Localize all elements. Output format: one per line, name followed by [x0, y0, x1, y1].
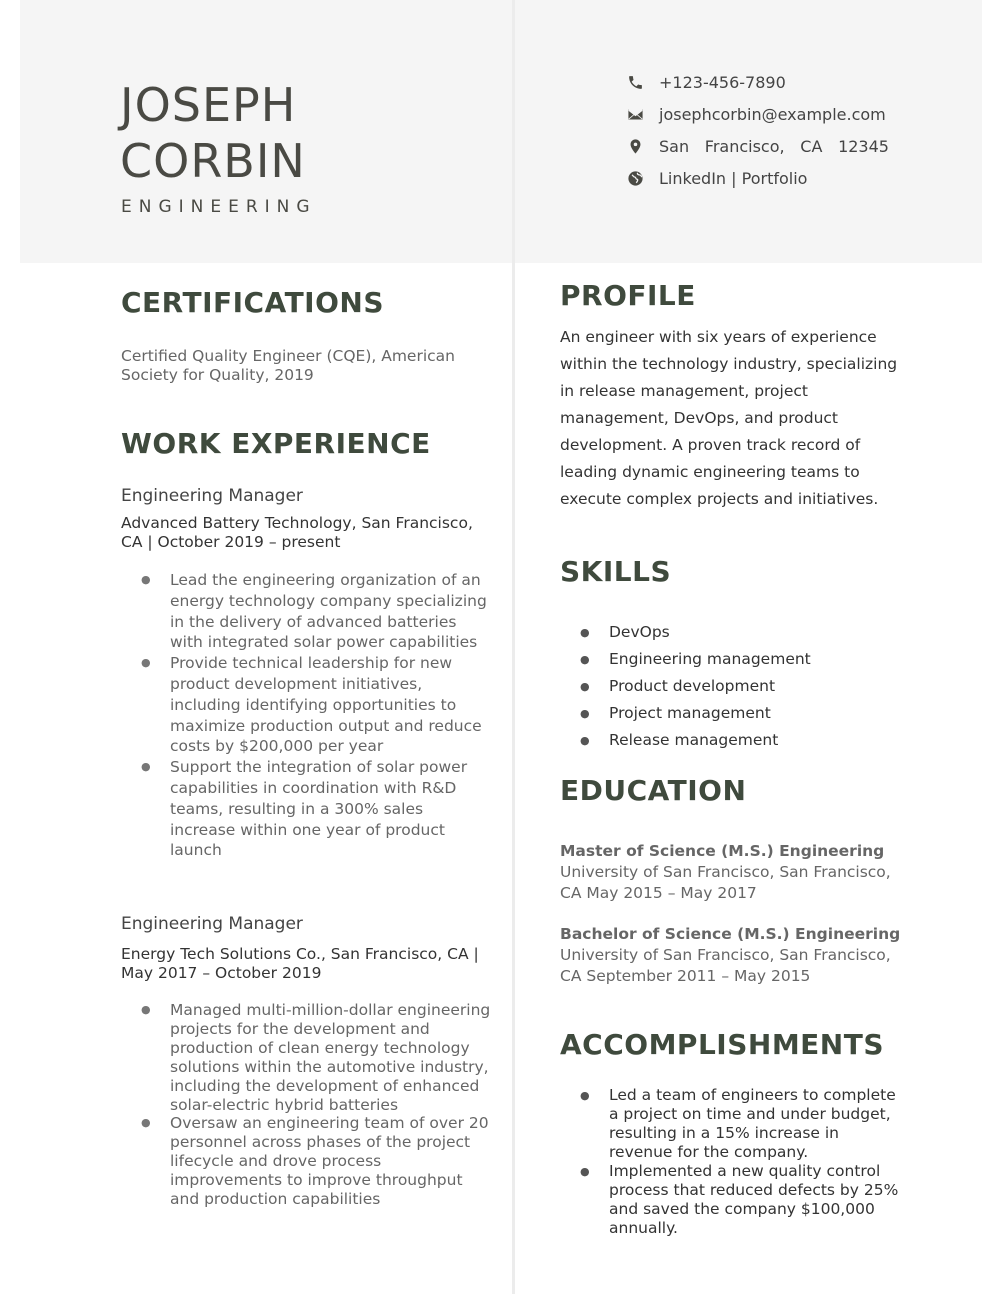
- phone-icon: [626, 73, 644, 91]
- list-item: ● DevOps: [560, 619, 910, 646]
- accomplishments-heading: ACCOMPLISHMENTS: [560, 1028, 885, 1061]
- list-item: ● Managed multi-million-dollar engineering projects for the development and production of clean energy technology solutions within the automotive industry, including the development of enhanced solar-electric hybrid batteries: [121, 1001, 491, 1114]
- list-item: ● Implemented a new quality control process that reduced defects by 25% and saved the company $100,000 annually.: [560, 1162, 900, 1238]
- name-last: CORBIN: [120, 134, 306, 188]
- location-text: San Francisco, CA 12345: [659, 136, 889, 156]
- degree-title: Bachelor of Science (M.S.) Engineering: [560, 925, 901, 943]
- list-item: ● Support the integration of solar power capabilities in coordination with R&D teams, resulting in a 300% sales increase within one year of product launch: [121, 757, 491, 861]
- contact-phone: [626, 66, 896, 98]
- contact-block: [626, 66, 896, 194]
- work-experience-heading: WORK EXPERIENCE: [121, 427, 431, 460]
- list-item: ● Provide technical leadership for new product development initiatives, including identifying opportunities to maximize production output and reduce costs by $200,000 per year: [121, 653, 491, 757]
- name-first: JOSEPH: [120, 78, 297, 132]
- degree-detail: University of San Francisco, San Francisco, CA September 2011 – May 2015: [560, 946, 891, 985]
- job-company: Energy Tech Solutions Co., San Francisco, CA | May 2017 – October 2019: [121, 945, 479, 982]
- contact-email: [626, 98, 896, 130]
- skills-list: [560, 619, 910, 754]
- column-divider: [512, 0, 515, 1294]
- list-item: ● Engineering management: [560, 646, 910, 673]
- contact-links: [626, 162, 896, 194]
- envelope-icon: [626, 105, 644, 123]
- department-title: ENGINEERING: [121, 197, 317, 217]
- degree-detail: University of San Francisco, San Francisco, CA May 2015 – May 2017: [560, 863, 891, 902]
- job-bullets: [121, 1001, 491, 1209]
- profile-heading: PROFILE: [560, 279, 696, 312]
- job-title: Engineering Manager: [121, 914, 303, 934]
- skills-heading: SKILLS: [560, 555, 672, 588]
- accomplishments-list: [560, 1086, 900, 1238]
- globe-icon: [626, 169, 644, 187]
- job-title: Engineering Manager: [121, 486, 303, 506]
- list-item: ● Lead the engineering organization of an energy technology company specializing in the delivery of advanced batteries with integrated solar power capabilities: [121, 570, 491, 653]
- list-item: ● Oversaw an engineering team of over 20 personnel across phases of the project lifecycle and drove process improvements to improve throughput and production capabilities: [121, 1114, 491, 1209]
- education-heading: EDUCATION: [560, 774, 747, 807]
- contact-location: [626, 130, 896, 162]
- job-company: Advanced Battery Technology, San Francisco, CA | October 2019 – present: [121, 514, 473, 551]
- phone-text[interactable]: +123-456-7890: [659, 72, 786, 92]
- list-item: ● Project management: [560, 700, 910, 727]
- email-text[interactable]: josephcorbin@example.com: [659, 104, 886, 124]
- candidate-name: [120, 77, 306, 189]
- location-pin-icon: [626, 137, 644, 155]
- list-item: ● Led a team of engineers to complete a project on time and under budget, resulting in a 15% increase in revenue for the company.: [560, 1086, 900, 1162]
- list-item: ● Release management: [560, 727, 910, 754]
- profile-summary: An engineer with six years of experience within the technology industry, specializing in release management, project management, DevOps, and product development. A proven track record of leading dynamic engineering teams to execute complex projects and initiatives.: [560, 328, 898, 508]
- degree-title: Master of Science (M.S.) Engineering: [560, 842, 885, 860]
- certifications-heading: CERTIFICATIONS: [121, 286, 385, 319]
- job-bullets: [121, 570, 491, 861]
- certification-entry: Certified Quality Engineer (CQE), American Society for Quality, 2019: [121, 347, 455, 384]
- list-item: ● Product development: [560, 673, 910, 700]
- links-text[interactable]: LinkedIn | Portfolio: [659, 168, 808, 188]
